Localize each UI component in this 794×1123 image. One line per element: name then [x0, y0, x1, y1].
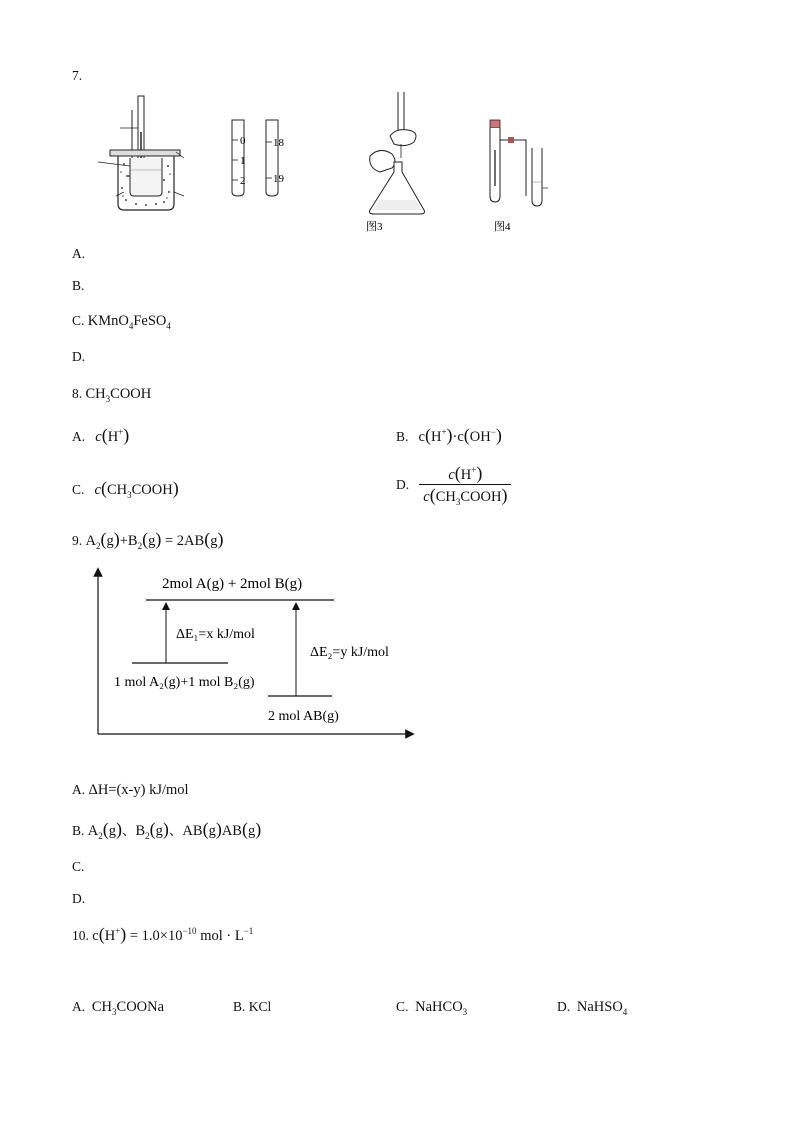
- label-fig3: 图3: [366, 221, 383, 233]
- q7-option-a[interactable]: A.: [72, 246, 86, 261]
- q8-option-a[interactable]: A. c(H+): [72, 425, 130, 445]
- q9-option-c[interactable]: C.: [72, 859, 85, 874]
- q8-stem: 8. $CH_3COOH$: [72, 386, 152, 404]
- q7-option-c[interactable]: C. KMnO$_4$FeSO$_4$: [72, 313, 171, 331]
- corrosion-figure: [490, 120, 548, 233]
- q9-stem: 9. $A_2(g)+B_2(g) = 2AB(g)$: [72, 529, 224, 551]
- energy-diagram: [70, 566, 420, 762]
- fraction: $\frac{c(H^+)}{c(CH_3COOH)}$: [419, 464, 511, 506]
- left-level-label: 1 mol A₂(g)+1 mol B₂(g): [114, 675, 255, 690]
- q9-option-b[interactable]: B. $A_2(g)$、$B_2(g)$、AB(g)AB(g): [72, 819, 262, 841]
- tick-19: 19: [273, 173, 284, 185]
- q7-figure: [80, 92, 580, 234]
- q10-option-a[interactable]: A. $CH_3COONa$: [72, 999, 165, 1017]
- calorimeter-figure: [98, 96, 184, 210]
- q10-option-c[interactable]: C. NaHCO$_3$: [396, 999, 468, 1017]
- dE2-label: ΔE₂=y kJ/mol: [310, 645, 389, 660]
- q10-option-b[interactable]: B. KCl: [233, 999, 272, 1014]
- right-level-label: 2 mol AB(g): [268, 709, 339, 724]
- q9-option-a[interactable]: A. ΔH=(x-y) kJ/mol: [72, 782, 189, 798]
- q10-stem: 10. $c(H^+) = 1.0\times 10^{-10}$ mol · $L^{-1}$: [72, 924, 254, 944]
- tick-2: 2: [240, 175, 246, 187]
- label-fig4: 图4: [494, 221, 511, 233]
- burette-figure: [232, 120, 285, 196]
- q7-option-b[interactable]: B.: [72, 278, 85, 293]
- q8-option-b[interactable]: B. c(H+)·c(OH−): [396, 425, 502, 445]
- top-level-label: 2mol A(g) + 2mol B(g): [162, 576, 303, 592]
- q10-option-d[interactable]: D. NaHSO$_4$: [557, 999, 628, 1017]
- q8-option-d[interactable]: D. $\frac{c(H^+)}{c(CH_3COOH)}$: [396, 464, 511, 506]
- tick-1: 1: [240, 155, 246, 167]
- q9-option-d[interactable]: D.: [72, 891, 86, 906]
- q7-stem: 7.: [72, 68, 83, 83]
- dE1-label: ΔE₁=x kJ/mol: [176, 627, 255, 642]
- tick-18: 18: [273, 137, 284, 149]
- q7-option-d[interactable]: D.: [72, 349, 86, 364]
- tick-0: 0: [240, 135, 246, 147]
- titration-figure: [366, 92, 425, 233]
- q8-option-c[interactable]: C. $c(CH_3COOH)$: [72, 478, 179, 500]
